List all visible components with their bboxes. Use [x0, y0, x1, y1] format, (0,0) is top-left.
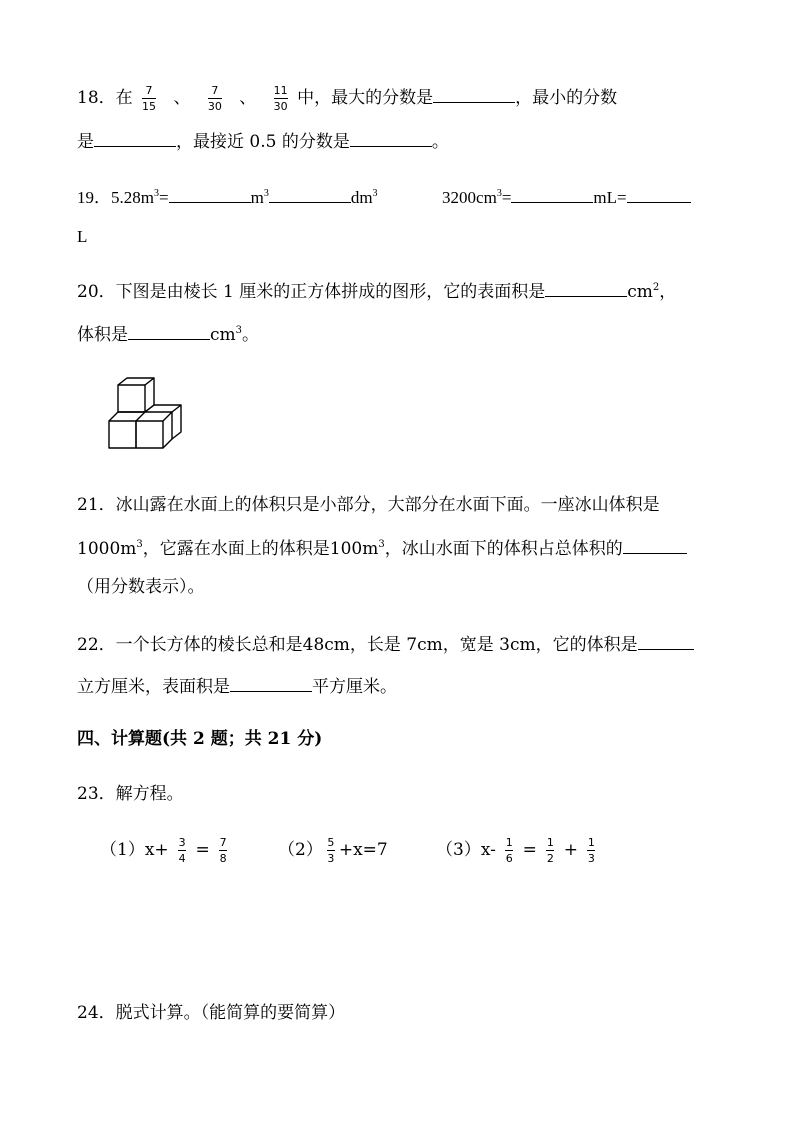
answer-blank-surface-area[interactable] [545, 278, 627, 297]
exponent: 3 [496, 188, 502, 199]
fraction-denominator: 4 [178, 852, 186, 865]
equals: = [522, 840, 537, 860]
q18-mid: 中，最大的分数是 [297, 88, 434, 108]
answer-blank-cuboid-volume[interactable] [638, 631, 694, 650]
fraction-1-6 [505, 836, 513, 865]
q20-text: 20．下图是由棱长 1 厘米的正方体拼成的图形，它的表面积是 [77, 282, 546, 302]
fraction-numerator: 3 [178, 836, 186, 849]
period: 。 [242, 325, 260, 345]
question-21-line-2 [77, 535, 687, 561]
q21-total-volume: 1000m [77, 539, 137, 559]
answer-blank-dm3[interactable] [269, 184, 351, 203]
fraction-numerator: 1 [587, 836, 595, 849]
question-18-line-2 [77, 128, 449, 154]
question-19-line-2 [77, 225, 87, 249]
unit-m: m [250, 188, 264, 207]
q19-part2-prefix: 3200cm [442, 188, 497, 207]
answer-blank-cuboid-surface[interactable] [230, 673, 312, 692]
q23-title-text: 23．解方程。 [77, 784, 184, 804]
fraction-numerator: 11 [273, 84, 288, 97]
equals: = [158, 188, 169, 207]
question-22-line-2 [77, 673, 397, 699]
q21-text: 21．冰山露在水面上的体积只是小部分，大部分在水面下面。一座冰山体积是 [77, 495, 660, 515]
fraction-3-4 [178, 836, 186, 865]
unit-dm: dm [350, 188, 373, 207]
answer-blank-smallest[interactable] [94, 128, 176, 147]
answer-blank-closest-half[interactable] [350, 128, 432, 147]
unit-l: L [77, 227, 88, 246]
fraction-numerator: 5 [327, 836, 335, 849]
exponent: 3 [263, 188, 269, 199]
unit-ml: mL= [593, 188, 627, 207]
question-24-title [77, 1001, 345, 1025]
answer-blank-largest[interactable] [433, 84, 515, 103]
answer-blank-l[interactable] [627, 184, 691, 203]
fraction-denominator: 3 [587, 852, 595, 865]
exponent: 3 [372, 188, 378, 199]
comma: ， [659, 282, 677, 302]
unit-cm: cm [627, 282, 653, 302]
q19-prefix: 19．5.28m [77, 188, 154, 207]
question-22-line-1 [77, 631, 694, 657]
separator: 、 [173, 88, 191, 108]
fraction-denominator: 30 [207, 100, 222, 113]
question-20-line-2 [77, 321, 259, 347]
fraction-numerator: 7 [145, 84, 153, 97]
exponent: 3 [378, 539, 385, 550]
fraction-5-3 [327, 836, 335, 865]
answer-blank-fraction[interactable] [623, 535, 687, 554]
exponent: 3 [235, 325, 243, 336]
fraction-7-8 [219, 836, 227, 865]
exponent: 2 [652, 282, 660, 293]
question-23-title [77, 782, 184, 806]
equation-2 [278, 836, 388, 865]
fraction-denominator: 8 [219, 852, 227, 865]
q21-above-volume: ，它露在水面上的体积是100m [142, 539, 379, 559]
q18-line2-end: 。 [431, 132, 449, 152]
equals: = [195, 840, 210, 860]
fraction-denominator: 3 [327, 852, 335, 865]
eq1-label: （1）x+ [100, 840, 169, 860]
equation-1 [100, 836, 231, 865]
question-21-line-3 [77, 575, 205, 599]
plus: + [563, 840, 578, 860]
q18-prefix: 18．在 [77, 88, 133, 108]
q22-line2-b: 平方厘米。 [312, 677, 397, 697]
question-18-line-1 [77, 84, 617, 113]
fraction-denominator: 15 [142, 100, 157, 113]
exponent: 3 [136, 539, 143, 550]
question-21-line-1 [77, 493, 660, 517]
exponent: 3 [153, 188, 159, 199]
fraction-11-30 [274, 84, 288, 113]
equation-3 [436, 836, 599, 865]
fraction-7-30 [208, 84, 222, 113]
separator: 、 [239, 88, 257, 108]
fraction-7-15 [142, 84, 156, 113]
q22-text: 22．一个长方体的棱长总和是48cm，长是 7cm，宽是 3cm，它的体积是 [77, 635, 638, 655]
q20-line2-start: 体积是 [77, 325, 128, 345]
eq2-rest: +x=7 [338, 840, 388, 860]
q18-line2-mid: ，最接近 0.5 的分数是 [176, 132, 350, 152]
answer-blank-volume[interactable] [128, 321, 210, 340]
fraction-numerator: 7 [211, 84, 219, 97]
fraction-numerator: 7 [219, 836, 227, 849]
question-19-line-1 [77, 184, 691, 210]
equals: = [501, 188, 512, 207]
fraction-1-3 [587, 836, 595, 865]
fraction-denominator: 6 [505, 852, 513, 865]
cube-stack-figure [100, 375, 190, 455]
q18-after: ，最小的分数 [515, 88, 618, 108]
question-20-line-1 [77, 278, 676, 304]
q21-question: ，冰山水面下的体积占总体积的 [384, 539, 623, 559]
fraction-1-2 [546, 836, 554, 865]
answer-blank-ml[interactable] [511, 184, 593, 203]
answer-blank-m3[interactable] [169, 184, 251, 203]
eq3-label: （3）x- [436, 840, 496, 860]
eq2-label: （2） [278, 840, 323, 860]
fraction-denominator: 2 [546, 852, 554, 865]
unit-cm: cm [210, 325, 236, 345]
q21-hint: （用分数表示）。 [77, 577, 205, 597]
q24-title-text: 24．脱式计算。（能简算的要简算） [77, 1003, 346, 1023]
fraction-numerator: 1 [505, 836, 513, 849]
section-heading: 四、计算题(共 2 题；共 21 分) [77, 729, 323, 749]
q18-line2-start: 是 [77, 132, 94, 152]
q22-line2-a: 立方厘米，表面积是 [77, 677, 230, 697]
fraction-denominator: 30 [273, 100, 288, 113]
fraction-numerator: 1 [546, 836, 554, 849]
